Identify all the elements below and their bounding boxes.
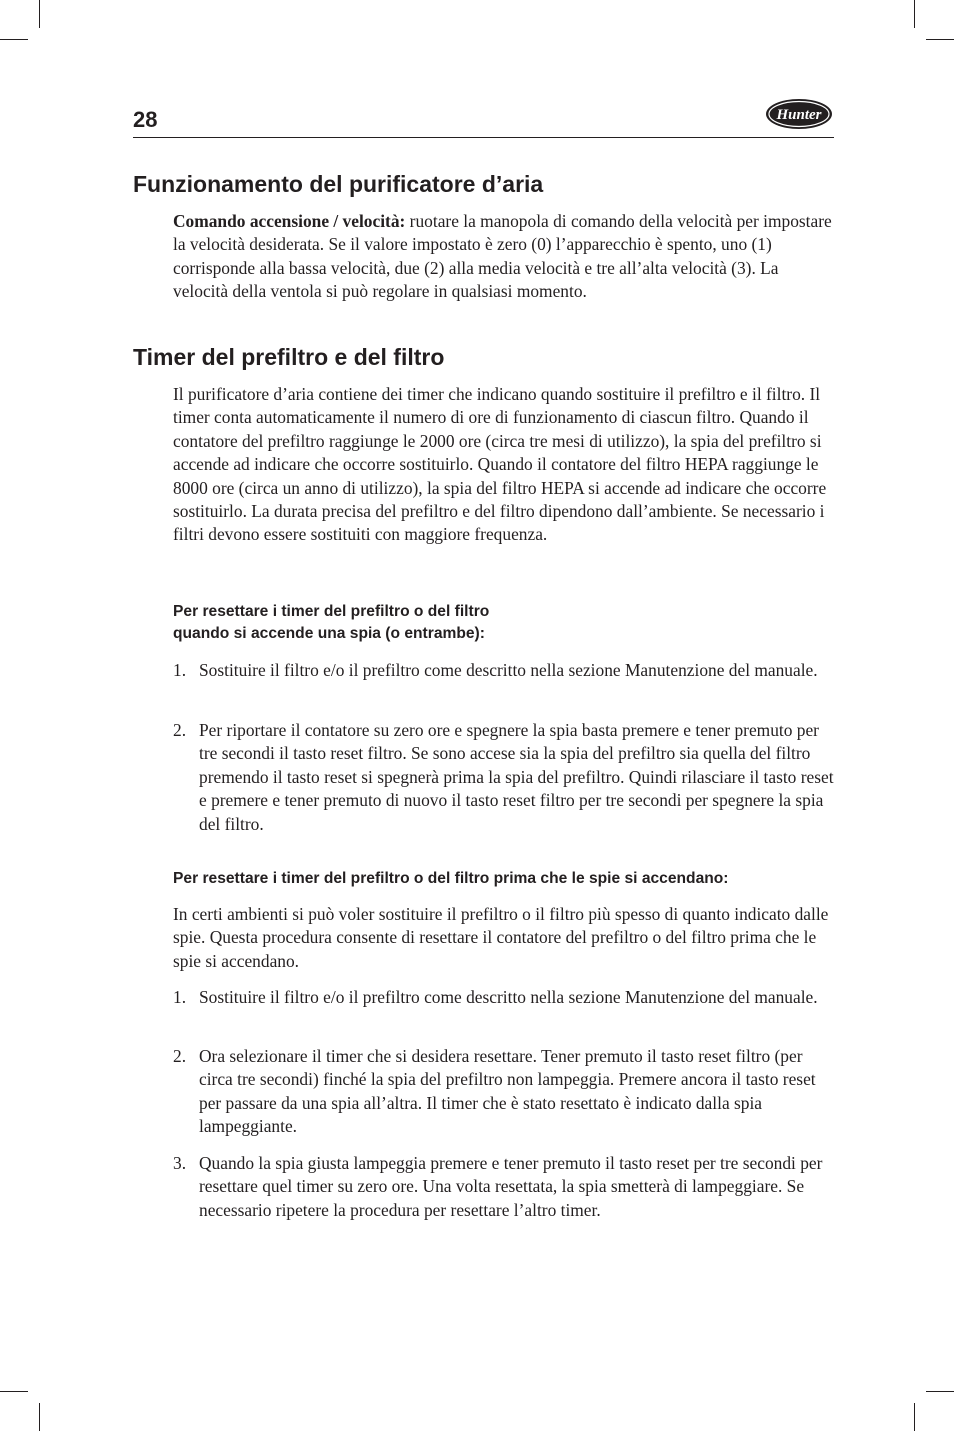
speed-control-text: ruotare la manopola di comando della velocità per impostare la velocità desiderata. Se il valore impostato è zero (0) l’apparecchio è spento, uno (1) corrisponde alla bassa velocità, due (2) alla media velocità e tre all’alta velocità (3). La velocità della ventola si può regolare in qualsiasi momento. xyxy=(173,211,832,302)
crop-mark xyxy=(926,1391,954,1392)
crop-mark xyxy=(0,1391,28,1392)
subsection-title-reset-before-lit: Per resettare i timer del prefiltro o del filtro prima che le spie si accendano: xyxy=(173,870,729,887)
list-text: Sostituire il filtro e/o il prefiltro come descritto nella sezione Manutenzione del manuale. xyxy=(199,660,818,680)
list-number: 3. xyxy=(173,1153,187,1173)
list-item xyxy=(173,1152,835,1222)
section-title-air-purifier-operation: Funzionamento del purificatore d’aria xyxy=(133,171,544,197)
list-item xyxy=(173,1045,835,1139)
hunter-logo xyxy=(764,96,834,132)
list-item xyxy=(173,986,835,1009)
crop-mark xyxy=(39,0,40,28)
subsection-title-line: Per resettare i timer del prefiltro o del filtro xyxy=(173,603,490,620)
crop-mark xyxy=(0,39,28,40)
section-title-filter-timer: Timer del prefiltro e del filtro xyxy=(133,344,445,370)
list-number: 2. xyxy=(173,720,187,740)
list-number: 1. xyxy=(173,660,187,680)
logo-text: Hunter xyxy=(776,107,822,123)
list-text: Per riportare il contatore su zero ore e spegnere la spia basta premere e tener premuto per tre secondi il tasto reset filtro. Se sono accese sia la spia del prefiltro sia quella del filtro premendo il tasto reset si spegnerà prima la spia del prefiltro. Quindi rilasciare il tasto reset e premere e tener premuto di nuovo il tasto reset filtro per tre secondi per spegnere la spia del filtro. xyxy=(199,720,834,834)
crop-mark xyxy=(39,1403,40,1431)
subsection-intro-paragraph: In certi ambienti si può voler sostituire il prefiltro o il filtro più spesso di quanto indicato dalle spie. Questa procedura consente di resettare il contatore del prefiltro o del filtro prima che le spie si accendano. xyxy=(173,904,829,971)
section-paragraph xyxy=(173,210,835,304)
list-number: 1. xyxy=(173,987,187,1007)
filter-timer-paragraph: Il purificatore d’aria contiene dei timer che indicano quando sostituire il prefiltro e il filtro. Il timer conta automaticamente il numero di ore di funzionamento di ciascun filtro. Quando il contatore del prefiltro raggiunge le 2000 ore (circa tre mesi di utilizzo), la spia del prefiltro si accende ad indicare che occorre sostituirlo. Quando il contatore del filtro HEPA raggiunge le 8000 ore (circa un anno di utilizzo), la spia del filtro HEPA si accende ad indicare che occorre sostituirlo. La durata precisa del prefiltro e del filtro dipendono dall’ambiente. Se necessario i filtri devono essere sostituiti con maggiore frequenza. xyxy=(173,384,827,545)
crop-mark xyxy=(914,0,915,28)
list-text: Sostituire il filtro e/o il prefiltro come descritto nella sezione Manutenzione del manuale. xyxy=(199,987,818,1007)
page-number: 28 xyxy=(133,107,158,132)
crop-mark xyxy=(926,39,954,40)
crop-mark xyxy=(914,1403,915,1431)
subsection-title-reset-when-lit xyxy=(173,601,853,645)
list-text: Ora selezionare il timer che si desidera resettare. Tener premuto il tasto reset filtro (per circa tre secondi) finché la spia del prefiltro non lampeggia. Premere ancora il tasto reset per passare da una spia all’altra. Il timer che è stato resettato è indicato dalla spia lampeggiante. xyxy=(199,1046,816,1137)
list-item xyxy=(173,719,835,836)
list-number: 2. xyxy=(173,1046,187,1066)
speed-control-label: Comando accensione / velocità: xyxy=(173,211,406,231)
list-text: Quando la spia giusta lampeggia premere e tener premuto il tasto reset per tre secondi per resettare quel timer su zero ore. Una volta resettata, la spia smetterà di lampeggiare. Se necessario ripetere la procedura per resettare l’altro timer. xyxy=(199,1153,823,1220)
header-rule xyxy=(133,137,834,138)
subsection-title-line: quando si accende una spia (o entrambe): xyxy=(173,625,485,642)
list-item xyxy=(173,659,835,682)
